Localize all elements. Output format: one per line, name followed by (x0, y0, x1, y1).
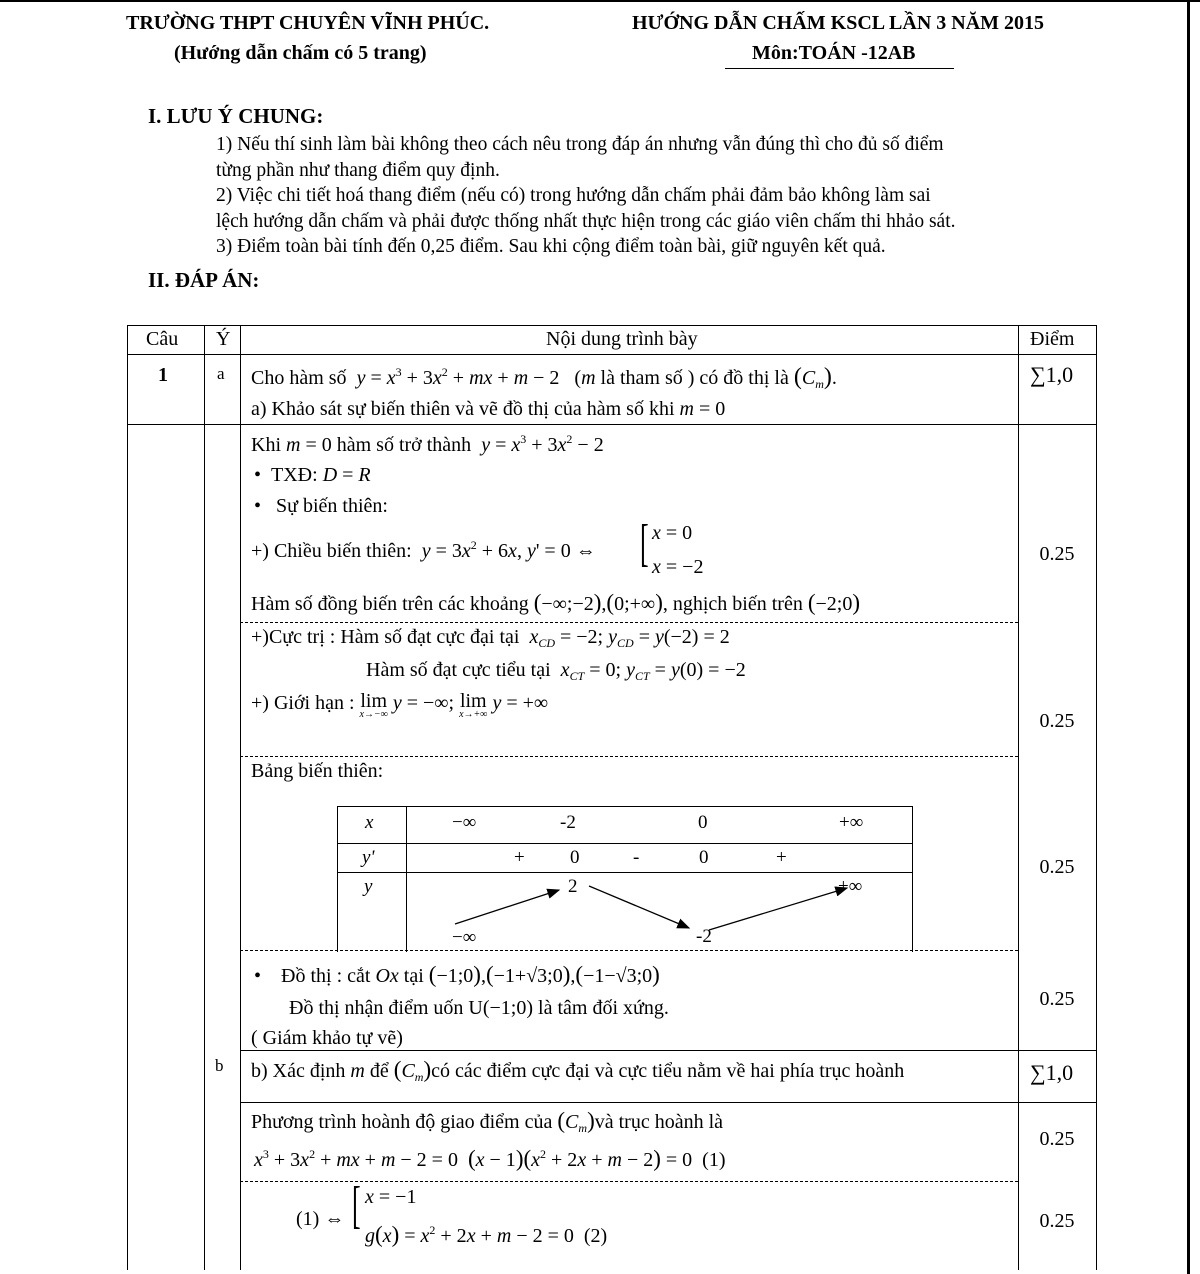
question-number: 1 (158, 364, 168, 386)
score-cell: 0.25 (1039, 1128, 1075, 1150)
score-cell: 0.25 (1039, 988, 1075, 1010)
note-line: lệch hướng dẫn chấm và phải được thống nhất thực hiện trong các giáo viên chấm thi hhảo sát. (216, 211, 956, 232)
part-a-task: a) Khảo sát sự biến thiên và vẽ đồ thị của hàm số khi m = 0 (251, 398, 726, 420)
note-line: 2) Việc chi tiết hoá thang điểm (nếu có) trong hướng dẫn chấm phải đảm bảo không làm sai (216, 185, 931, 206)
system-bracket: [ (352, 1177, 361, 1234)
solution-1: x = −1 (365, 1186, 417, 1208)
part-b-label: b (215, 1056, 224, 1075)
part-b-task: b) Xác định m để $(C_m)có$ các điểm cực đại và cực tiểu nằm về hai phía trục hoành (251, 1057, 905, 1084)
function-statement: Cho hàm số $y = x^3 + 3x^2$ + mx + m − 2 (m là tham số ) có đồ thị là $(C_m)$. (251, 364, 837, 391)
sum-score: ∑1,0 (1030, 1060, 1074, 1085)
vt-x-label: x (365, 812, 374, 833)
vt-sign: + (776, 847, 787, 868)
score-cell: 0.25 (1039, 710, 1075, 732)
vt-x-value: −∞ (452, 812, 477, 833)
vt-sign: - (633, 847, 640, 868)
vt-sign: 0 (570, 847, 580, 868)
graph-intercepts: • Đồ thị : cắt Ox tại (−1;0),(−1+√3;0),(−1−√3;0) (254, 962, 660, 987)
note-line: 1) Nếu thí sinh làm bài không theo cách nêu trong đáp án nhưng vẫn đúng thì cho đủ số điểm (216, 134, 944, 155)
score-cell: 0.25 (1039, 1210, 1075, 1232)
inflection-point: Đồ thị nhận điểm uốn U(−1;0) là tâm đối xứng. (289, 997, 669, 1019)
extremum-min: Hàm số đạt cực tiểu tại $x_{CT} = 0$; $y_{CT} = y(0) = -2$ (366, 659, 746, 683)
extremum-max: +)Cực trị : Hàm số đạt cực đại tại $x_{CD} = -2$; $y_{CD} = y(-2) = 2$ (251, 626, 730, 650)
intersection-equation-intro: Phương trình hoành độ giao điểm của $(C_m)và$ trục hoành là (251, 1108, 724, 1135)
note-line: từng phần như thang điểm quy định. (216, 160, 500, 181)
vt-x-value: -2 (560, 812, 576, 833)
arrow-down (589, 886, 689, 928)
reduced-function: Khi m = 0 hàm số trở thành $y = x^3 + 3x^2 - 2$ (251, 432, 604, 456)
limits-line: +) Giới hạn : lim x→−∞ y = −∞; lim x→+∞ y = +∞ (251, 690, 549, 720)
equivalence-label: (1) ⇔ (296, 1208, 345, 1230)
vt-sign: + (514, 847, 525, 868)
vt-y-value: +∞ (838, 876, 863, 897)
root-2: x = −2 (652, 556, 704, 578)
note-line: 3) Điểm toàn bài tính đến 0,25 điểm. Sau khi cộng điểm toàn bài, giữ nguyên kết quả. (216, 236, 886, 257)
vt-sign: 0 (699, 847, 709, 868)
vt-y-value: −∞ (452, 927, 477, 948)
school-name: TRƯỜNG THPT CHUYÊN VĨNH PHÚC. (126, 12, 490, 34)
intersection-equation: $x^3 + 3x^2$ + mx + m − 2 = 0 $(x - 1)(x^2 + 2x + m - 2) = 0$ (1) (254, 1146, 726, 1171)
variation-heading: • Sự biến thiên: (254, 495, 388, 517)
vt-y-value: -2 (696, 926, 712, 947)
header-score: Điểm (1030, 328, 1075, 350)
examiner-note: ( Giám khảo tự vẽ) (251, 1027, 403, 1049)
subject-underline (725, 68, 954, 69)
header-cau: Câu (146, 328, 179, 350)
monotonic-intervals: Hàm số đồng biến trên các khoảng (−∞;−2),(0;+∞), nghịch biến trên (−2;0) (251, 590, 861, 615)
section-general-notes-title: I. LƯU Ý CHUNG: (148, 104, 324, 128)
root-1: x = 0 (652, 522, 693, 544)
header-content: Nội dung trình bày (546, 328, 698, 350)
system-bracket: [ (640, 515, 649, 572)
variation-table-label: Bảng biến thiên: (251, 760, 384, 782)
arrow-up (455, 890, 559, 924)
score-cell: 0.25 (1039, 856, 1075, 878)
vt-yprime-label: y' (362, 847, 375, 868)
page-right-border (1187, 0, 1190, 1274)
sum-score: ∑1,0 (1030, 362, 1074, 387)
vt-y-value: 2 (568, 876, 578, 897)
score-cell: 0.25 (1039, 543, 1075, 565)
section-answers-title: II. ĐÁP ÁN: (148, 268, 260, 292)
vt-y-label: y (364, 876, 373, 897)
exam-title: HƯỚNG DẪN CHẤM KSCL LẦN 3 NĂM 2015 (632, 12, 1045, 34)
variation-arrows (337, 806, 911, 951)
subject: Môn:TOÁN -12AB (752, 42, 916, 64)
header-y: Ý (216, 328, 231, 350)
domain-line: • TXĐ: D = R (254, 464, 371, 486)
derivative-line: +) Chiều biến thiên: $y = 3x^2 + 6x$, y' = 0 ⇔ (251, 538, 596, 562)
vt-x-value: +∞ (839, 812, 864, 833)
vt-x-value: 0 (698, 812, 708, 833)
solution-2: $g(x) = x^2 + 2x + m - 2 = 0$ (2) (365, 1222, 608, 1247)
page-top-border (0, 0, 1200, 2)
part-a-label: a (217, 364, 225, 383)
pages-note: (Hướng dẫn chấm có 5 trang) (174, 42, 427, 64)
arrow-up (709, 888, 847, 930)
